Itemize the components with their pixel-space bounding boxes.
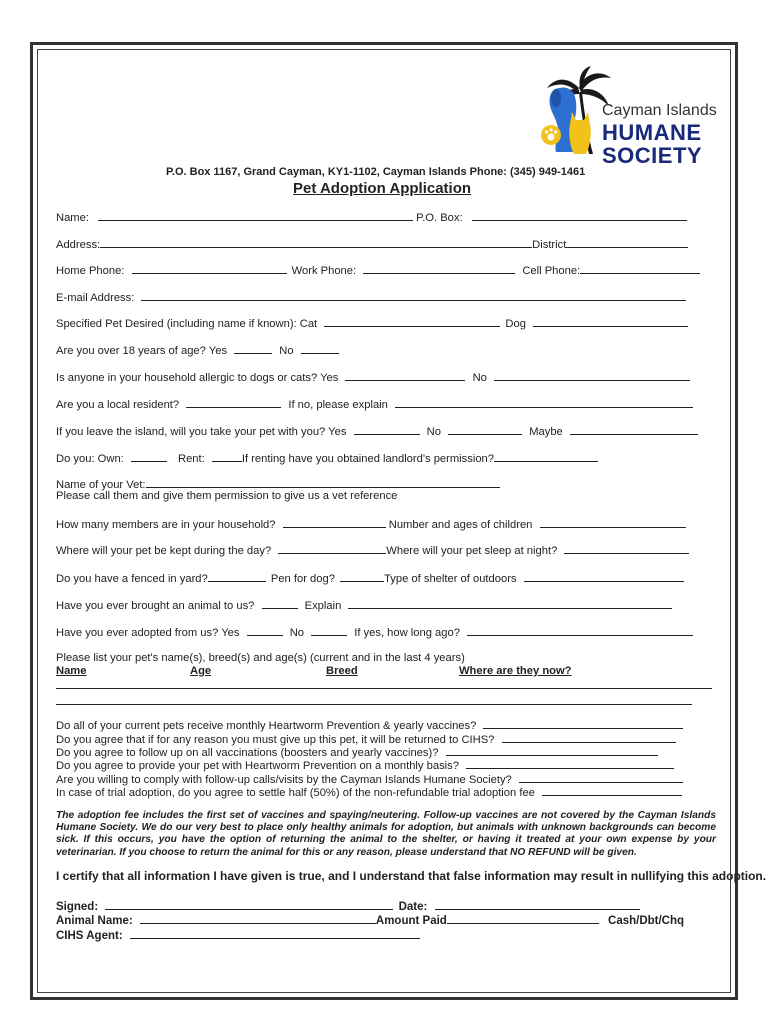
cell-phone-label: Cell Phone: <box>522 265 581 277</box>
question-3-field[interactable] <box>446 745 658 756</box>
explain-label: Explain <box>304 600 342 612</box>
pen-field[interactable] <box>340 571 384 582</box>
vet-note: Please call them and give them permission to give us a vet reference <box>56 490 398 502</box>
brought-explain-field[interactable] <box>348 598 672 609</box>
po-box-field[interactable] <box>472 210 687 221</box>
signed-field[interactable] <box>105 899 393 910</box>
rent-label: Rent: <box>178 453 205 465</box>
how-long-field[interactable] <box>467 625 693 636</box>
question-3-text: Do you agree to follow up on all vaccinations (boosters and yearly vaccines)? <box>56 747 439 759</box>
row-brought <box>56 598 672 612</box>
payment-type-label: Cash/Dbt/Chq <box>608 915 685 927</box>
home-phone-label: Home Phone: <box>56 265 125 277</box>
adoption-fee-note: The adoption fee includes the first set of vaccines and spaying/neutering. Follow-up vaccines are not covered by the Cayman Islands Humane Society. We do our very best to place only healthy animals for adoption, but animals with unknown backgrounds can become sick. If this occurs, you have the option of returning the animal to the shelter, or having it treated at your own expense by your veterinarian. If you choose to return the animal for this or any reason, please understand that NO REFUND will be given. <box>56 810 716 858</box>
fenced-yard-label: Do you have a fenced in yard? <box>56 573 208 585</box>
own-label: Do you: Own: <box>56 453 124 465</box>
name-label: Name: <box>56 212 89 224</box>
rent-field[interactable] <box>212 451 242 462</box>
row-adopted <box>56 625 693 639</box>
question-6-field[interactable] <box>542 785 682 796</box>
col-breed: Breed <box>326 665 358 677</box>
over18-label: Are you over 18 years of age? Yes <box>56 345 228 357</box>
header-address: P.O. Box 1167, Grand Cayman, KY1-1102, Cayman Islands Phone: (345) 949-1461 <box>166 166 586 178</box>
row-over18 <box>56 343 339 357</box>
children-label: Number and ages of children <box>388 519 533 531</box>
shelter-label: Type of shelter of outdoors <box>384 573 517 585</box>
pet-desired-label: Specified Pet Desired (including name if known): Cat <box>56 318 318 330</box>
district-label: District <box>532 239 567 251</box>
work-phone-field[interactable] <box>363 263 515 274</box>
brought-label: Have you ever brought an animal to us? <box>56 600 255 612</box>
cat-field[interactable] <box>324 316 500 327</box>
row-household <box>56 517 686 531</box>
question-3 <box>56 745 658 759</box>
kept-day-field[interactable] <box>278 543 386 554</box>
question-2 <box>56 732 676 746</box>
dog-field[interactable] <box>533 316 688 327</box>
question-1 <box>56 718 683 732</box>
pen-label: Pen for dog? <box>270 573 335 585</box>
adopted-yes-field[interactable] <box>247 625 283 636</box>
row-fenced <box>56 571 684 585</box>
allergic-no-field[interactable] <box>494 370 690 381</box>
leave-island-label: If you leave the island, will you take your pet with you? Yes <box>56 426 347 438</box>
row-name <box>56 210 687 224</box>
allergic-yes-field[interactable] <box>345 370 465 381</box>
allergic-no-label: No <box>472 372 487 384</box>
question-6 <box>56 785 682 799</box>
page-title: Pet Adoption Application <box>293 180 472 197</box>
animal-name-label: Animal Name: <box>56 915 133 927</box>
logo-line-3: SOCIETY <box>602 143 703 168</box>
question-1-text: Do all of your current pets receive monthly Heartworm Prevention & yearly vaccines? <box>56 720 477 732</box>
pet-row-line-2[interactable] <box>56 704 692 705</box>
leave-island-no-label: No <box>426 426 441 438</box>
row-leave-island <box>56 424 698 438</box>
cat-icon <box>566 108 596 156</box>
over18-no-field[interactable] <box>301 343 339 354</box>
amount-paid-field[interactable] <box>447 913 599 924</box>
address-field[interactable] <box>100 237 532 248</box>
maybe-field[interactable] <box>570 424 698 435</box>
over18-yes-field[interactable] <box>234 343 272 354</box>
leave-island-no-field[interactable] <box>448 424 522 435</box>
local-resident-label: Are you a local resident? <box>56 399 180 411</box>
date-field[interactable] <box>435 899 640 910</box>
adopted-no-label: No <box>289 627 304 639</box>
question-5-field[interactable] <box>519 772 683 783</box>
question-5-text: Are you willing to comply with follow-up calls/visits by the Cayman Islands Humane Society? <box>56 774 512 786</box>
brought-field[interactable] <box>262 598 298 609</box>
cell-phone-field[interactable] <box>580 263 700 274</box>
row-signed <box>56 899 640 913</box>
email-field[interactable] <box>141 290 686 301</box>
how-long-label: If yes, how long ago? <box>354 627 460 639</box>
own-field[interactable] <box>131 451 167 462</box>
row-cihs-agent <box>56 928 420 942</box>
explain-field[interactable] <box>395 397 693 408</box>
list-pets-label: Please list your pet's name(s), breed(s) and age(s) (current and in the last 4 years) <box>56 652 465 664</box>
address-label: Address: <box>56 239 101 251</box>
household-field[interactable] <box>283 517 386 528</box>
col-where: Where are they now? <box>459 665 572 677</box>
row-local-resident <box>56 397 693 411</box>
question-4 <box>56 758 674 772</box>
landlord-field[interactable] <box>494 451 598 462</box>
over18-no-label: No <box>279 345 294 357</box>
children-field[interactable] <box>540 517 686 528</box>
sleep-night-field[interactable] <box>564 543 689 554</box>
question-2-text: Do you agree that if for any reason you must give up this pet, it will be returned to CIHS? <box>56 734 495 746</box>
dog-label: Dog <box>505 318 526 330</box>
name-field[interactable] <box>98 210 413 221</box>
date-label: Date: <box>398 901 428 913</box>
question-1-field[interactable] <box>483 718 683 729</box>
question-2-field[interactable] <box>502 732 676 743</box>
row-allergic <box>56 370 690 384</box>
row-animal-name <box>56 913 684 927</box>
question-4-text: Do you agree to provide your pet with Heartworm Prevention on a monthly basis? <box>56 760 459 772</box>
shelter-field[interactable] <box>524 571 684 582</box>
row-phones <box>56 263 700 277</box>
landlord-label: If renting have you obtained landlord's permission? <box>241 453 495 465</box>
question-4-field[interactable] <box>466 758 674 769</box>
allergic-label: Is anyone in your household allergic to dogs or cats? Yes <box>56 372 339 384</box>
row-email <box>56 290 686 304</box>
leave-island-yes-field[interactable] <box>354 424 420 435</box>
vet-name-label: Name of your Vet: <box>56 479 146 491</box>
if-no-explain-label: If no, please explain <box>288 399 388 411</box>
col-name: Name <box>56 665 87 677</box>
email-label: E-mail Address: <box>56 292 135 304</box>
pet-row-line-1[interactable] <box>56 688 712 689</box>
row-vet-name <box>56 477 500 491</box>
row-kept <box>56 543 689 557</box>
certify-statement: I certify that all information I have given is true, and I understand that false information may result in nullifying this adoption. <box>56 869 767 883</box>
signed-label: Signed: <box>56 901 99 913</box>
home-phone-field[interactable] <box>132 263 287 274</box>
adopted-label: Have you ever adopted from us? Yes <box>56 627 240 639</box>
household-label: How many members are in your household? <box>56 519 276 531</box>
question-6-text: In case of trial adoption, do you agree to settle half (50%) of the non-refundable trial adoption fee <box>56 787 535 799</box>
fenced-yard-field[interactable] <box>208 571 266 582</box>
work-phone-label: Work Phone: <box>291 265 357 277</box>
cihs-agent-field[interactable] <box>130 928 420 939</box>
sleep-night-label: Where will your pet sleep at night? <box>386 545 558 557</box>
kept-day-label: Where will your pet be kept during the day? <box>56 545 272 557</box>
local-resident-field[interactable] <box>186 397 281 408</box>
vet-name-field[interactable] <box>146 477 500 488</box>
maybe-label: Maybe <box>529 426 563 438</box>
row-pet-desired <box>56 316 688 330</box>
amount-paid-label: Amount Paid <box>375 915 447 927</box>
row-address <box>56 237 688 251</box>
adopted-no-field[interactable] <box>311 625 347 636</box>
paw-icon <box>540 124 562 146</box>
row-do-you <box>56 451 598 465</box>
district-field[interactable] <box>566 237 688 248</box>
animal-name-field[interactable] <box>140 913 376 924</box>
logo-line-1: Cayman Islands <box>602 102 717 119</box>
col-age: Age <box>190 665 212 677</box>
cihs-agent-label: CIHS Agent: <box>56 930 123 942</box>
logo <box>540 66 720 166</box>
question-5 <box>56 772 683 786</box>
po-box-label: P.O. Box: <box>416 212 463 224</box>
logo-line-2: HUMANE <box>602 120 702 145</box>
